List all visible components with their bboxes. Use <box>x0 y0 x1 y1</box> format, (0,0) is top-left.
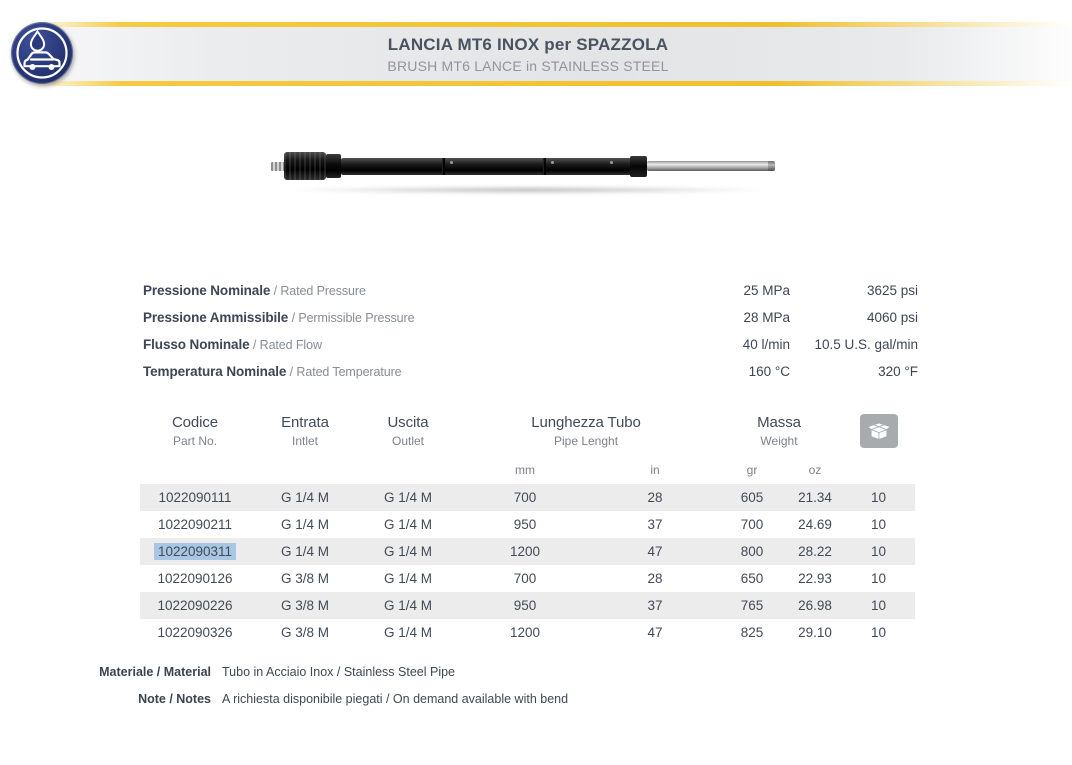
cell-length-mm: 950 <box>513 598 537 613</box>
cell-outlet: G 1/4 M <box>383 625 432 640</box>
table-row <box>140 565 915 592</box>
cell-outlet: G 1/4 M <box>383 544 432 559</box>
cell-part-number[interactable]: 1022090126 <box>157 571 233 586</box>
page-subtitle: BRUSH MT6 LANCE in STAINLESS STEEL <box>387 58 669 74</box>
spec-label-it: Pressione Nominale <box>143 283 271 298</box>
cell-weight-oz: 29.10 <box>798 625 832 640</box>
column-header-inlet: Entrata Intlet <box>281 414 329 448</box>
table-row <box>140 484 915 511</box>
spec-label-en: / Rated Flow <box>249 338 322 352</box>
table-row <box>140 538 915 565</box>
cell-length-in: 47 <box>647 625 663 640</box>
cell-outlet: G 1/4 M <box>383 490 432 505</box>
notes-value: A richiesta disponibile piegati / On demand available with bend <box>222 692 569 706</box>
cell-inlet: G 1/4 M <box>280 517 329 532</box>
package-box-icon <box>860 414 898 448</box>
cell-length-in: 28 <box>647 571 663 586</box>
spec-value-metric: 40 l/min <box>742 337 790 352</box>
cell-outlet: G 1/4 M <box>383 517 432 532</box>
spec-value-metric: 28 MPa <box>743 310 790 325</box>
material-value: Tubo in Acciaio Inox / Stainless Steel Pipe <box>222 665 456 679</box>
cell-length-mm: 700 <box>513 490 537 505</box>
cell-weight-gr: 825 <box>740 625 764 640</box>
cell-weight-gr: 700 <box>740 517 764 532</box>
material-row <box>0 664 1072 680</box>
notes-label: Note / Notes <box>138 692 211 706</box>
spec-label-en: / Rated Temperature <box>286 365 402 379</box>
spec-row <box>0 331 1072 358</box>
column-header-outlet: Uscita Outlet <box>387 414 429 448</box>
cell-pack-quantity: 10 <box>870 625 887 640</box>
car-wash-logo-icon <box>10 21 74 85</box>
cell-length-in: 28 <box>647 490 663 505</box>
unit-header-row <box>140 463 915 477</box>
cell-length-in: 37 <box>647 598 663 613</box>
cell-weight-oz: 22.93 <box>798 571 832 586</box>
specs-list <box>0 277 1072 385</box>
cell-weight-gr: 605 <box>740 490 764 505</box>
spec-row <box>0 304 1072 331</box>
cell-length-mm: 950 <box>513 517 537 532</box>
unit-in: in <box>650 463 660 477</box>
lance-threaded-tip <box>271 162 285 171</box>
cell-outlet: G 1/4 M <box>383 571 432 586</box>
lance-ring <box>326 154 341 178</box>
parts-table <box>140 414 915 646</box>
cell-length-mm: 1200 <box>509 544 541 559</box>
spec-value-imperial: 10.5 U.S. gal/min <box>814 337 918 352</box>
cell-inlet: G 3/8 M <box>280 571 329 586</box>
cell-weight-oz: 21.34 <box>798 490 832 505</box>
lance-pipe-end <box>768 161 775 171</box>
unit-gr: gr <box>746 463 758 477</box>
spec-value-imperial: 320 °F <box>878 364 918 379</box>
table-header <box>140 414 915 448</box>
material-label: Materiale / Material <box>99 665 211 679</box>
column-header-pipe-length: Lunghezza Tubo Pipe Lenght <box>531 414 641 448</box>
gold-rule-bottom <box>28 81 1072 86</box>
table-row <box>140 511 915 538</box>
cell-inlet: G 1/4 M <box>280 544 329 559</box>
cell-weight-oz: 28.22 <box>798 544 832 559</box>
header-band <box>28 22 1072 86</box>
spec-value-metric: 25 MPa <box>743 283 790 298</box>
cell-weight-oz: 26.98 <box>798 598 832 613</box>
cell-part-number[interactable]: 1022090111 <box>158 490 232 505</box>
cell-pack-quantity: 10 <box>870 544 887 559</box>
table-row <box>140 592 915 619</box>
cell-part-number[interactable]: 1022090211 <box>157 517 233 532</box>
table-body <box>140 484 915 646</box>
lance-black-tube <box>341 158 637 175</box>
unit-mm: mm <box>515 463 535 477</box>
spec-label-it: Pressione Ammissibile <box>143 310 289 325</box>
product-lance-image <box>0 138 1072 202</box>
cell-length-mm: 700 <box>513 571 537 586</box>
spec-value-metric: 160 °C <box>748 364 790 379</box>
cell-part-number[interactable]: 1022090226 <box>157 598 233 613</box>
cell-pack-quantity: 10 <box>870 490 887 505</box>
cell-pack-quantity: 10 <box>870 598 887 613</box>
column-header-packaging <box>842 414 915 448</box>
spec-label-en: / Rated Pressure <box>270 284 366 298</box>
spec-label-en: / Permissible Pressure <box>288 311 415 325</box>
cell-inlet: G 1/4 M <box>280 490 329 505</box>
cell-inlet: G 3/8 M <box>280 625 329 640</box>
column-header-part: Codice Part No. <box>171 414 219 448</box>
cell-pack-quantity: 10 <box>870 517 887 532</box>
spec-value-imperial: 4060 psi <box>866 310 918 325</box>
cell-part-number[interactable]: 1022090326 <box>157 625 233 640</box>
lance-knurled-coupler <box>284 152 326 180</box>
cell-part-number[interactable]: 1022090311 <box>140 544 250 559</box>
cell-outlet: G 1/4 M <box>383 598 432 613</box>
spec-row <box>0 358 1072 385</box>
cell-weight-oz: 24.69 <box>798 517 832 532</box>
lance-shadow <box>292 186 764 194</box>
unit-oz: oz <box>808 463 822 477</box>
page-title: LANCIA MT6 INOX per SPAZZOLA <box>387 35 669 54</box>
spec-value-imperial: 3625 psi <box>866 283 918 298</box>
cell-length-mm: 1200 <box>509 625 541 640</box>
spec-label-it: Temperatura Nominale <box>143 364 287 379</box>
cell-weight-gr: 765 <box>740 598 764 613</box>
table-row <box>140 619 915 646</box>
cell-inlet: G 3/8 M <box>280 598 329 613</box>
cell-weight-gr: 650 <box>740 571 764 586</box>
column-header-weight: Massa Weight <box>757 414 801 448</box>
cell-pack-quantity: 10 <box>870 571 887 586</box>
cell-weight-gr: 800 <box>740 544 764 559</box>
lance-collar <box>630 156 647 177</box>
lance-steel-pipe <box>647 161 774 171</box>
notes-row <box>0 691 1072 707</box>
spec-label-it: Flusso Nominale <box>143 337 250 352</box>
cell-length-in: 47 <box>647 544 663 559</box>
spec-row <box>0 277 1072 304</box>
cell-length-in: 37 <box>647 517 663 532</box>
